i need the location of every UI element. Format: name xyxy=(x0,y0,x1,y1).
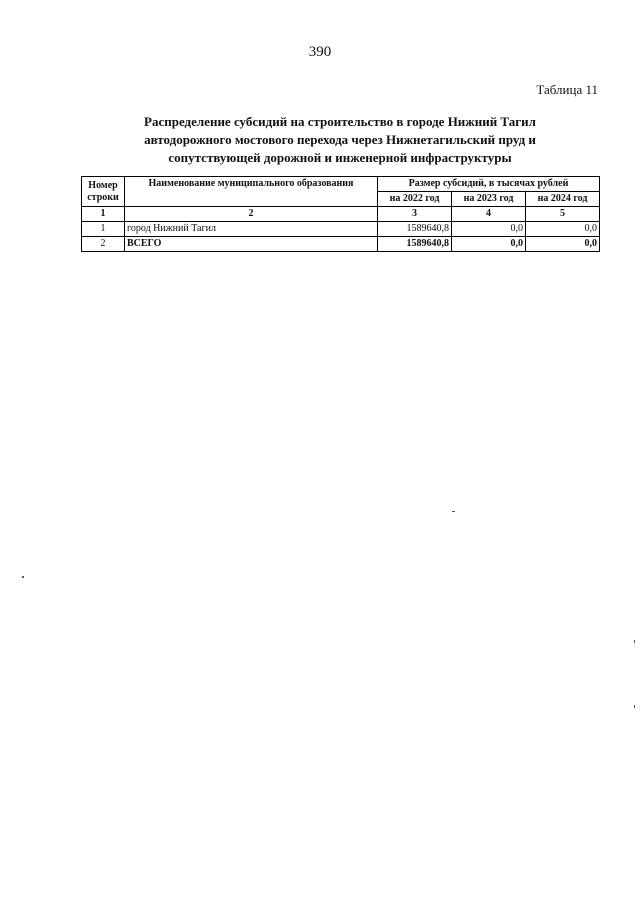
header-municipality: Наименование муниципального образования xyxy=(125,177,378,207)
value-2022-cell: 1589640,8 xyxy=(378,237,452,252)
value-2023-cell: 0,0 xyxy=(452,222,526,237)
header-row-number-line-1: Номер xyxy=(88,179,118,191)
column-index-row xyxy=(82,207,600,222)
column-index: 5 xyxy=(526,207,600,222)
column-index: 4 xyxy=(452,207,526,222)
column-index: 3 xyxy=(378,207,452,222)
row-number-cell: 1 xyxy=(82,222,125,237)
value-2024-cell: 0,0 xyxy=(526,222,600,237)
value-2024-cell: 0,0 xyxy=(526,237,600,252)
header-row-1 xyxy=(82,177,600,192)
header-row-number-line-2: строки xyxy=(87,191,119,203)
title-line-3: сопутствующей дорожной и инженерной инфраструктуры xyxy=(168,150,512,165)
scan-speck xyxy=(452,511,455,512)
header-year-2023: на 2023 год xyxy=(452,192,526,207)
scan-speck xyxy=(634,640,635,643)
header-year-2022: на 2022 год xyxy=(378,192,452,207)
header-year-2024: на 2024 год xyxy=(526,192,600,207)
value-2023-cell: 0,0 xyxy=(452,237,526,252)
table-row-total xyxy=(82,237,600,252)
scan-speck xyxy=(634,705,635,708)
row-number-cell: 2 xyxy=(82,237,125,252)
municipality-cell: город Нижний Тагил xyxy=(125,222,378,237)
header-amount-group: Размер субсидий, в тысячах рублей xyxy=(378,177,600,192)
header-row-number xyxy=(82,177,125,207)
title-line-1: Распределение субсидий на строительство в городе Нижний Тагил xyxy=(144,114,536,129)
column-index: 2 xyxy=(125,207,378,222)
document-title xyxy=(80,113,600,167)
page-number: 390 xyxy=(308,44,332,60)
scan-speck xyxy=(22,576,24,578)
column-index: 1 xyxy=(82,207,125,222)
value-2022-cell: 1589640,8 xyxy=(378,222,452,237)
table-row xyxy=(82,222,600,237)
municipality-cell: ВСЕГО xyxy=(125,237,378,252)
subsidy-table xyxy=(81,176,600,252)
title-line-2: автодорожного мостового перехода через Нижнетагильский пруд и xyxy=(144,132,536,147)
table-caption: Таблица 11 xyxy=(536,82,598,97)
